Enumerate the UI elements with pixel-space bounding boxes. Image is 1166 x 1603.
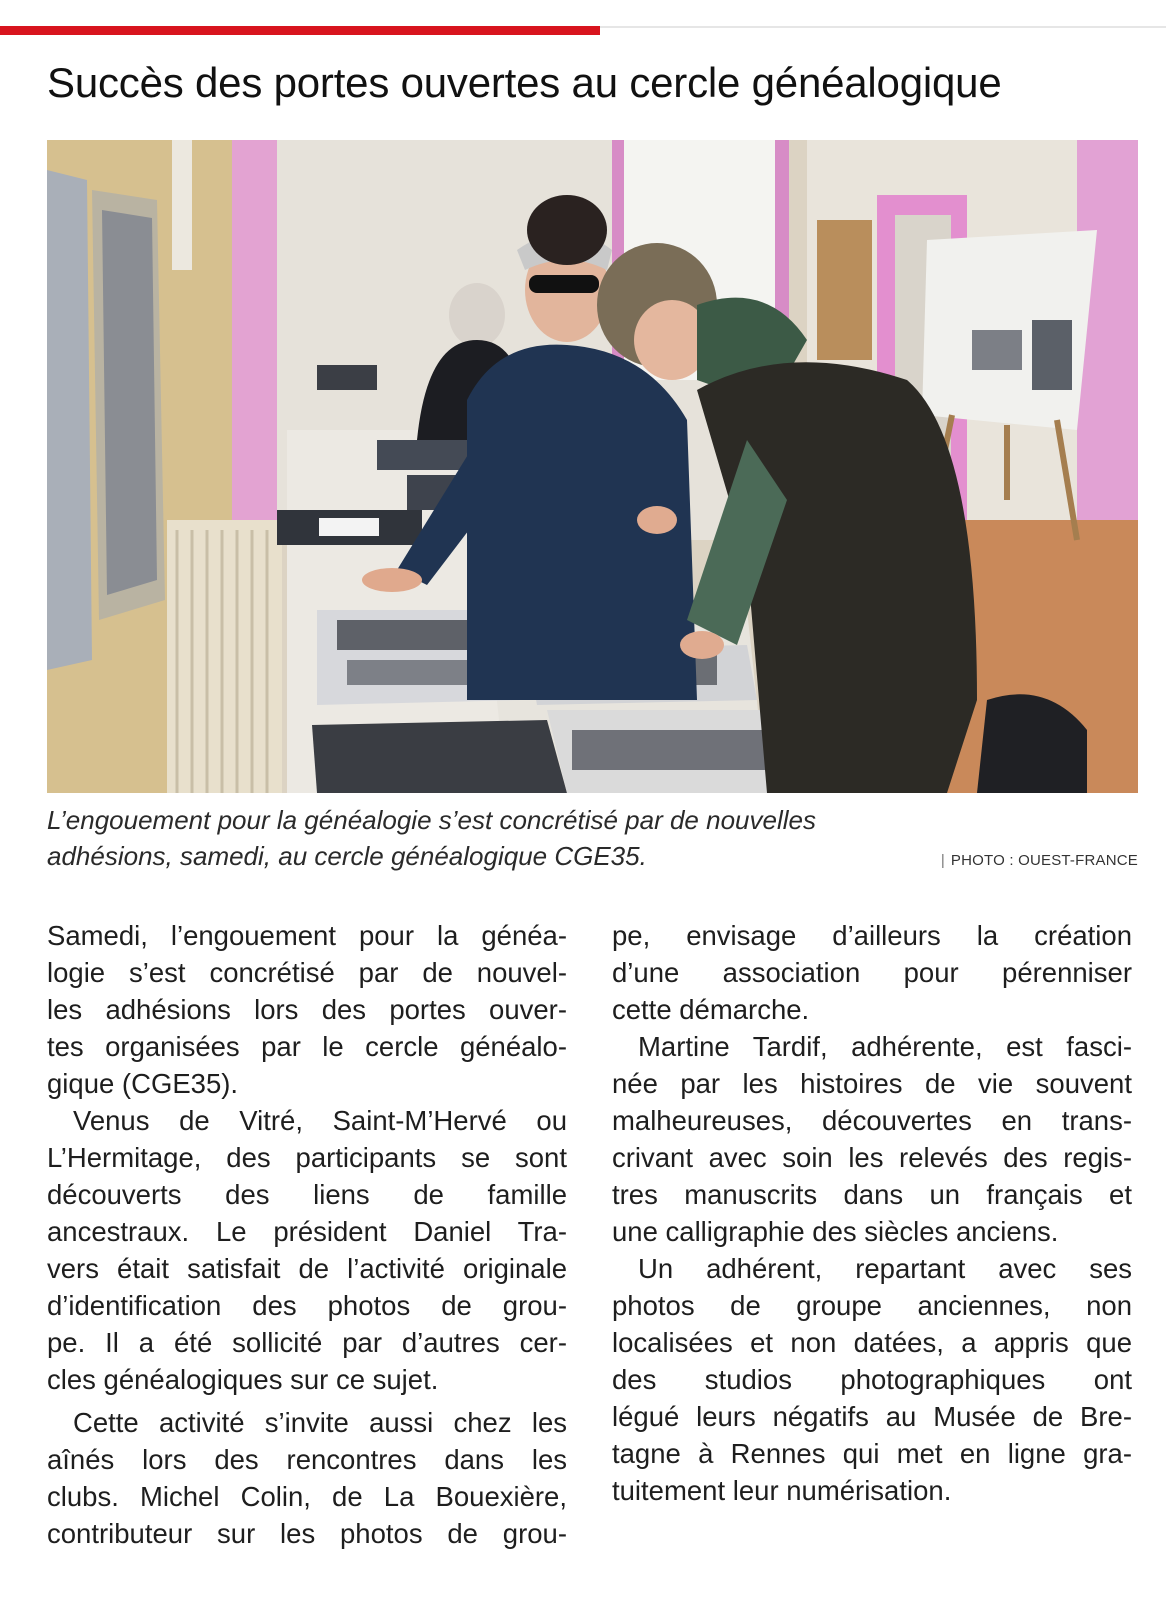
text-line: des studios photographiques ont	[612, 1364, 1132, 1395]
photo-credit	[941, 852, 1138, 869]
text-line: une calligraphie des siècles anciens.	[612, 1216, 1059, 1247]
text-line: vers était satisfait de l’activité originale	[47, 1253, 567, 1284]
text-line: clubs. Michel Colin, de La Bouexière,	[47, 1481, 567, 1512]
text-line: Venus de Vitré, Saint-M’Hervé ou	[73, 1105, 567, 1136]
text-line: cette démarche.	[612, 994, 810, 1025]
text-line: cles généalogiques sur ce sujet.	[47, 1364, 439, 1395]
article-column-left	[47, 917, 567, 1552]
text-line: tres manuscrits dans un français et	[612, 1179, 1132, 1210]
text-line: Cette activité s’invite aussi chez les	[73, 1407, 567, 1438]
paragraph	[47, 1102, 567, 1398]
text-line: découverts des liens de famille	[47, 1179, 567, 1210]
credit-separator: |	[940, 852, 945, 869]
text-line: photos de groupe anciennes, non	[612, 1290, 1132, 1321]
text-line: Un adhérent, repartant avec ses	[638, 1253, 1132, 1284]
photo-caption	[47, 802, 947, 874]
paragraph	[612, 1250, 1132, 1509]
text-line: logie s’est concrétisé par de nouvel-	[47, 957, 567, 988]
article-photo	[47, 140, 1138, 793]
text-line: d’identification des photos de grou-	[47, 1290, 567, 1321]
paragraph	[612, 1028, 1132, 1250]
paragraph	[47, 1404, 567, 1552]
text-line: d’une association pour pérenniser	[612, 957, 1132, 988]
text-line: tes organisées par le cercle généalo-	[47, 1031, 567, 1062]
text-line: Martine Tardif, adhérente, est fasci-	[638, 1031, 1132, 1062]
text-line: gique (CGE35).	[47, 1068, 239, 1099]
credit-text: PHOTO : OUEST-FRANCE	[950, 852, 1138, 869]
text-line: tagne à Rennes qui met en ligne gra-	[612, 1438, 1132, 1469]
article-column-right	[612, 917, 1132, 1509]
paragraph	[612, 917, 1132, 1028]
text-line: crivant avec soin les relevés des regis-	[612, 1142, 1132, 1173]
text-line: les adhésions lors des portes ouver-	[47, 994, 567, 1025]
caption-line: adhésions, samedi, au cercle généalogique CGE35.	[47, 841, 647, 871]
text-line: pe, envisage d’ailleurs la création	[612, 920, 1132, 951]
article-headline: Succès des portes ouvertes au cercle généalogique	[47, 59, 1002, 106]
text-line: localisées et non datées, a appris que	[612, 1327, 1132, 1358]
text-line: contributeur sur les photos de grou-	[47, 1518, 567, 1549]
text-line: ancestraux. Le président Daniel Tra-	[47, 1216, 567, 1247]
text-line: malheureuses, découvertes en trans-	[612, 1105, 1132, 1136]
text-line: L’Hermitage, des participants se sont	[47, 1142, 567, 1173]
text-line: tuitement leur numérisation.	[612, 1475, 952, 1506]
text-line: née par les histoires de vie souvent	[612, 1068, 1132, 1099]
photo-icon	[47, 140, 1138, 793]
paragraph	[47, 917, 567, 1102]
caption-line: L’engouement pour la généalogie s’est concrétisé par de nouvelles	[47, 805, 816, 835]
text-line: légué leurs négatifs au Musée de Bre-	[612, 1401, 1132, 1432]
section-accent-bar	[0, 26, 600, 35]
text-line: aînés lors des rencontres dans les	[47, 1444, 567, 1475]
text-line: pe. Il a été sollicité par d’autres cer-	[47, 1327, 567, 1358]
text-line: Samedi, l’engouement pour la généa-	[47, 920, 567, 951]
